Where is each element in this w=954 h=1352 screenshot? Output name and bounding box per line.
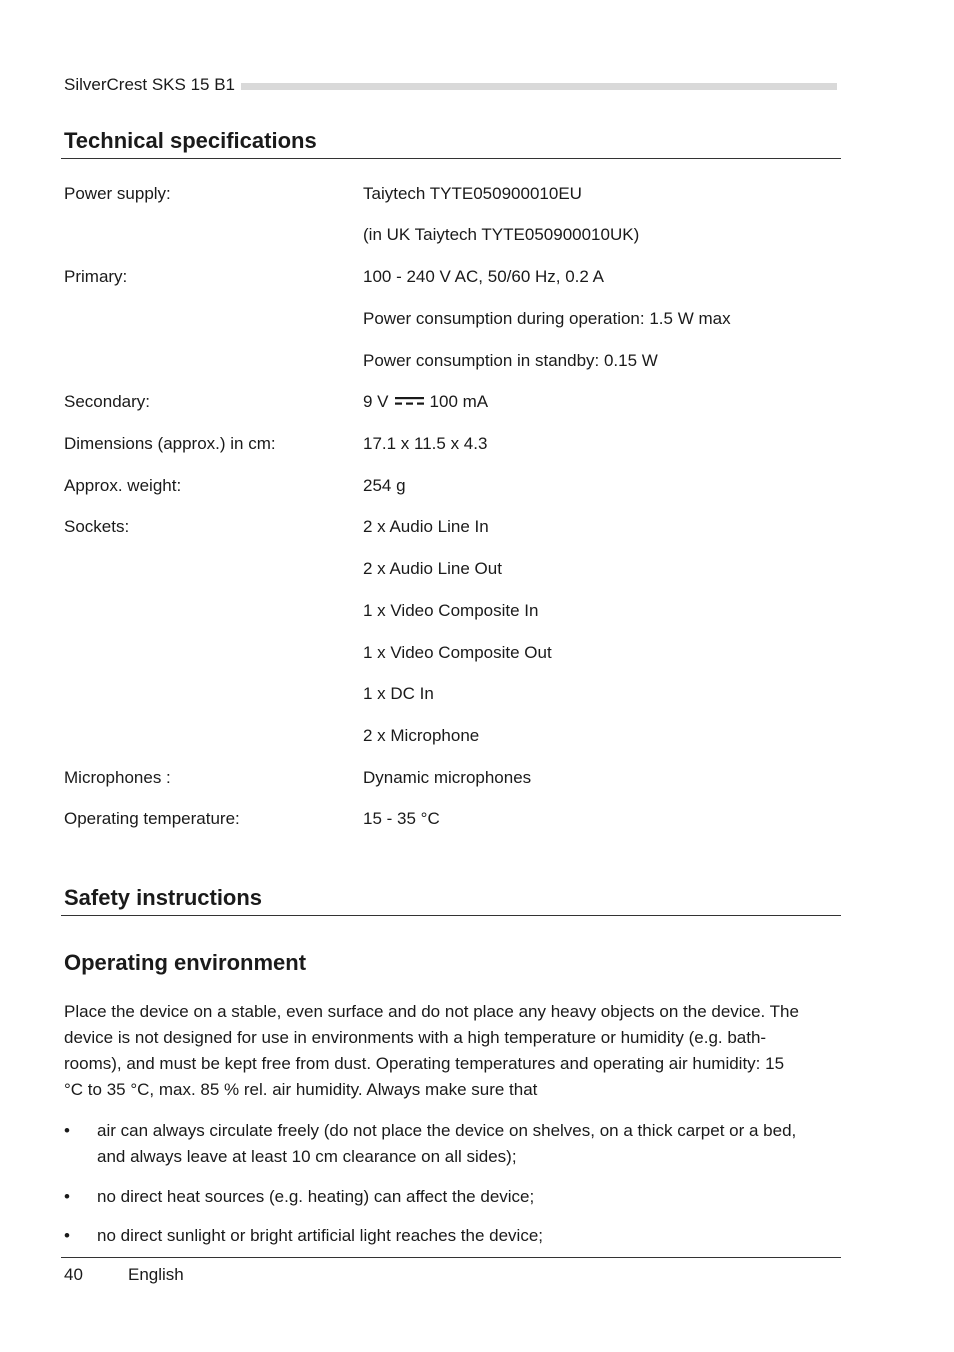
spec-value: Taiytech TYTE050900010EU — [363, 184, 582, 203]
spec-value: 254 g — [363, 476, 406, 495]
spec-row — [64, 390, 844, 414]
spec-row — [64, 474, 844, 498]
spec-row — [64, 766, 844, 790]
dc-current-icon — [395, 396, 424, 406]
spec-row — [64, 599, 844, 623]
paragraph-line: Place the device on a stable, even surface and do not place any heavy objects on the device. The — [64, 1002, 799, 1021]
spec-row — [64, 349, 844, 373]
footer-rule — [61, 1257, 841, 1258]
footer-language: English — [128, 1265, 184, 1284]
spec-value: 1 x Video Composite In — [363, 601, 539, 620]
spec-row — [64, 515, 844, 539]
list-item-line: no direct sunlight or bright artificial light reaches the device; — [97, 1226, 544, 1245]
spec-value: 15 - 35 °C — [363, 809, 440, 828]
spec-row — [64, 807, 844, 831]
paragraph-line: device is not designed for use in environments with a high temperature or humidity (e.g. bath- — [64, 1028, 767, 1047]
spec-row — [64, 557, 844, 581]
spec-label: Power supply: — [64, 184, 171, 203]
bullet-icon: • — [64, 1226, 70, 1245]
bullet-icon: • — [64, 1187, 70, 1206]
technical-specifications-heading: Technical specifications — [64, 128, 317, 153]
spec-label: Secondary: — [64, 392, 150, 411]
spec-row — [64, 724, 844, 748]
operating-environment-heading: Operating environment — [64, 950, 307, 975]
page-number: 40 — [64, 1265, 83, 1284]
spec-row — [64, 265, 844, 289]
spec-label: Microphones : — [64, 768, 171, 787]
spec-label: Approx. weight: — [64, 476, 182, 495]
spec-value: Power consumption in standby: 0.15 W — [363, 351, 658, 370]
spec-label: Primary: — [64, 267, 128, 286]
list-item-line: no direct heat sources (e.g. heating) can affect the device; — [97, 1187, 535, 1206]
spec-value: 2 x Microphone — [363, 726, 480, 745]
spec-value: Dynamic microphones — [363, 768, 532, 787]
spec-row — [64, 307, 844, 331]
spec-row — [64, 641, 844, 665]
list-item-line: air can always circulate freely (do not place the device on shelves, on a thick carpet or a bed, — [97, 1121, 797, 1140]
spec-value — [363, 390, 488, 414]
list-item-text — [97, 1118, 837, 1170]
spec-row — [64, 223, 844, 247]
spec-label: Operating temperature: — [64, 809, 240, 828]
spec-value: 2 x Audio Line Out — [363, 559, 502, 578]
spec-value: (in UK Taiytech TYTE050900010UK) — [363, 225, 640, 244]
spec-label: Sockets: — [64, 517, 130, 536]
safety-instructions-heading: Safety instructions — [64, 885, 263, 910]
spec-value: 100 - 240 V AC, 50/60 Hz, 0.2 A — [363, 267, 604, 286]
paragraph-line: rooms), and must be kept free from dust. Operating temperatures and operating air humidity: 15 — [64, 1054, 785, 1073]
environment-paragraph — [64, 999, 837, 1103]
heading-rule — [61, 915, 841, 916]
spec-value: 17.1 x 11.5 x 4.3 — [363, 434, 488, 453]
spec-row — [64, 432, 844, 456]
spec-row — [64, 682, 844, 706]
spec-value: 1 x Video Composite Out — [363, 643, 552, 662]
list-item-text — [97, 1184, 837, 1210]
current-value: 100 mA — [429, 392, 489, 411]
list-item-line: and always leave at least 10 cm clearance on all sides); — [97, 1147, 517, 1166]
spec-value: 1 x DC In — [363, 684, 434, 703]
spec-row — [64, 182, 844, 206]
spec-value: 2 x Audio Line In — [363, 517, 489, 536]
spec-value: Power consumption during operation: 1.5 W max — [363, 309, 731, 328]
list-item-text — [97, 1223, 837, 1249]
heading-rule — [61, 158, 841, 159]
bullet-icon: • — [64, 1121, 70, 1140]
paragraph-line: °C to 35 °C, max. 85 % rel. air humidity. Always make sure that — [64, 1080, 538, 1099]
header-title: SilverCrest SKS 15 B1 — [64, 74, 241, 96]
voltage-value: 9 V — [363, 392, 389, 411]
page-header — [64, 74, 837, 96]
spec-label: Dimensions (approx.) in cm: — [64, 434, 276, 453]
